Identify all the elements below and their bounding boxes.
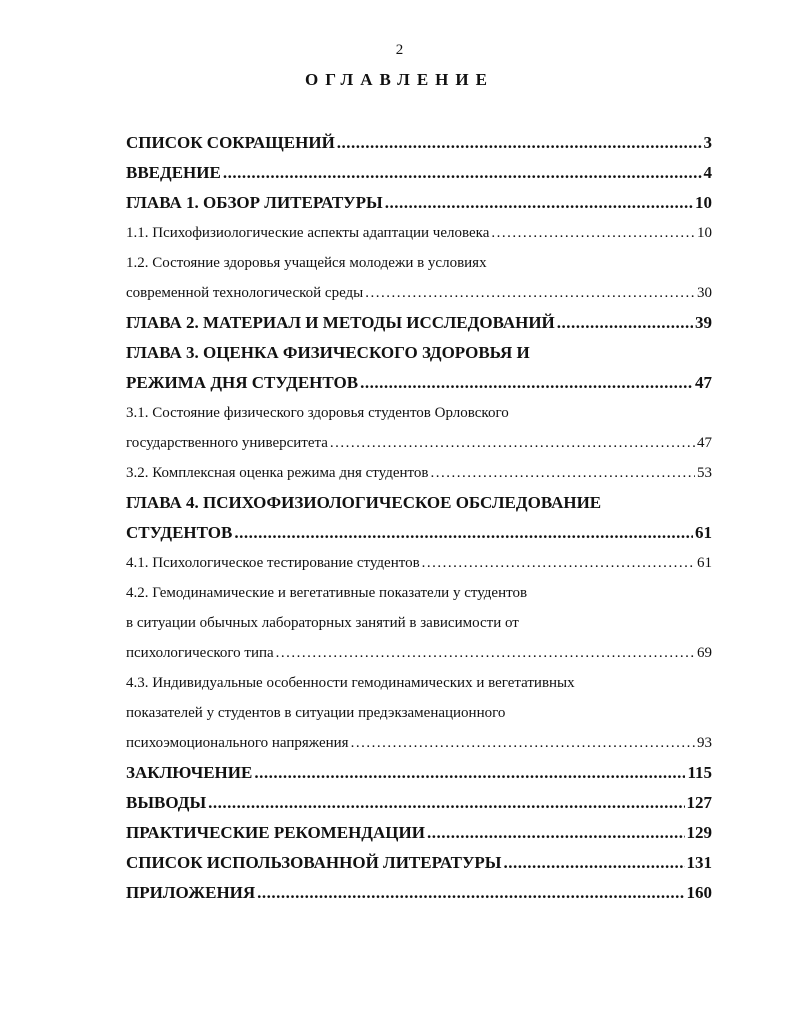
toc-dot-leader [360,372,693,396]
toc-section-entry [126,666,712,696]
toc-entry-label: ГЛАВА 1. ОБЗОР ЛИТЕРАТУРЫ [126,193,383,212]
table-of-contents [126,126,712,906]
toc-entry-page: 10 [697,225,712,241]
toc-entry-label: государственного университета [126,435,328,451]
toc-entry-label: 3.2. Комплексная оценка режима дня студентов [126,465,429,481]
toc-section-entry [126,546,712,576]
toc-entry-label: 4.2. Гемодинамические и вегетативные показатели у студентов [126,585,528,601]
toc-chapter-entry [126,816,712,846]
toc-entry-page: 30 [697,285,712,301]
toc-chapter-entry [126,186,712,216]
toc-entry-label: ГЛАВА 2. МАТЕРИАЛ И МЕТОДЫ ИССЛЕДОВАНИЙ [126,313,555,332]
toc-dot-leader [430,462,695,486]
toc-chapter-entry [126,756,712,786]
toc-entry-label: СПИСОК ИСПОЛЬЗОВАННОЙ ЛИТЕРАТУРЫ [126,853,502,872]
toc-dot-leader [385,192,693,216]
toc-entry-label: 4.1. Психологическое тестирование студентов [126,555,420,571]
toc-entry-page: 93 [697,735,712,751]
toc-entry-label: 1.1. Психофизиологические аспекты адаптации человека [126,225,490,241]
toc-chapter-entry [126,336,712,366]
toc-entry-label: психологического типа [126,645,274,661]
toc-chapter-entry [126,516,712,546]
toc-dot-leader [351,732,695,756]
toc-dot-leader [223,162,702,186]
toc-entry-page: 3 [703,133,712,152]
toc-section-entry [126,216,712,246]
toc-entry-label: ГЛАВА 4. ПСИХОФИЗИОЛОГИЧЕСКОЕ ОБСЛЕДОВАНИЕ [126,493,602,512]
toc-entry-page: 115 [687,763,712,782]
toc-dot-leader [276,642,695,666]
toc-section-entry [126,726,712,756]
toc-dot-leader [365,282,695,306]
toc-chapter-entry [126,876,712,906]
toc-entry-page: 10 [695,193,712,212]
toc-entry-label: СТУДЕНТОВ [126,523,233,542]
toc-dot-leader [427,822,685,846]
toc-entry-label: 1.2. Состояние здоровья учащейся молодежи в условиях [126,255,487,271]
toc-entry-label: ГЛАВА 3. ОЦЕНКА ФИЗИЧЕСКОГО ЗДОРОВЬЯ И [126,343,530,362]
toc-dot-leader [330,432,695,456]
toc-section-entry [126,276,712,306]
toc-entry-label: ВВЕДЕНИЕ [126,163,221,182]
toc-chapter-entry [126,486,712,516]
toc-entry-label: в ситуации обычных лабораторных занятий в зависимости от [126,615,519,631]
toc-entry-label: показателей у студентов в ситуации предэкзаменационного [126,705,506,721]
toc-entry-label: ЗАКЛЮЧЕНИЕ [126,763,253,782]
toc-entry-page: 47 [695,373,712,392]
toc-entry-label: 3.1. Состояние физического здоровья студентов Орловского [126,405,509,421]
toc-chapter-entry [126,366,712,396]
toc-dot-leader [208,792,684,816]
toc-entry-label: современной технологической среды [126,285,364,301]
toc-entry-page: 61 [697,555,712,571]
toc-entry-page: 69 [697,645,712,661]
toc-entry-page: 129 [686,823,712,842]
toc-section-entry [126,456,712,486]
toc-section-entry [126,636,712,666]
toc-entry-label: 4.3. Индивидуальные особенности гемодинамических и вегетативных [126,675,575,691]
toc-dot-leader [422,552,695,576]
toc-entry-label: СПИСОК СОКРАЩЕНИЙ [126,133,335,152]
toc-title: ОГЛАВЛЕНИЕ [305,70,494,89]
toc-dot-leader [254,762,685,786]
toc-dot-leader [257,882,684,906]
toc-entry-label: психоэмоционального напряжения [126,735,349,751]
toc-section-entry [126,246,712,276]
toc-dot-leader [491,222,695,246]
toc-entry-label: ПРАКТИЧЕСКИЕ РЕКОМЕНДАЦИИ [126,823,425,842]
toc-section-entry [126,606,712,636]
toc-section-entry [126,426,712,456]
toc-dot-leader [234,522,693,546]
toc-chapter-entry [126,156,712,186]
toc-entry-label: РЕЖИМА ДНЯ СТУДЕНТОВ [126,373,359,392]
toc-dot-leader [337,132,702,156]
toc-dot-leader [504,852,685,876]
toc-chapter-entry [126,786,712,816]
toc-section-entry [126,396,712,426]
toc-entry-page: 4 [703,163,712,182]
toc-section-entry [126,576,712,606]
toc-entry-page: 53 [697,465,712,481]
toc-entry-page: 160 [686,883,712,902]
page-number: 2 [395,42,404,58]
toc-entry-page: 61 [695,523,712,542]
toc-chapter-entry [126,846,712,876]
toc-entry-page: 39 [695,313,712,332]
toc-section-entry [126,696,712,726]
toc-chapter-entry [126,306,712,336]
toc-entry-label: ВЫВОДЫ [126,793,207,812]
toc-chapter-entry [126,126,712,156]
toc-entry-page: 131 [686,853,712,872]
toc-entry-page: 127 [686,793,712,812]
toc-entry-page: 47 [697,435,712,451]
toc-entry-label: ПРИЛОЖЕНИЯ [126,883,256,902]
toc-dot-leader [557,312,693,336]
